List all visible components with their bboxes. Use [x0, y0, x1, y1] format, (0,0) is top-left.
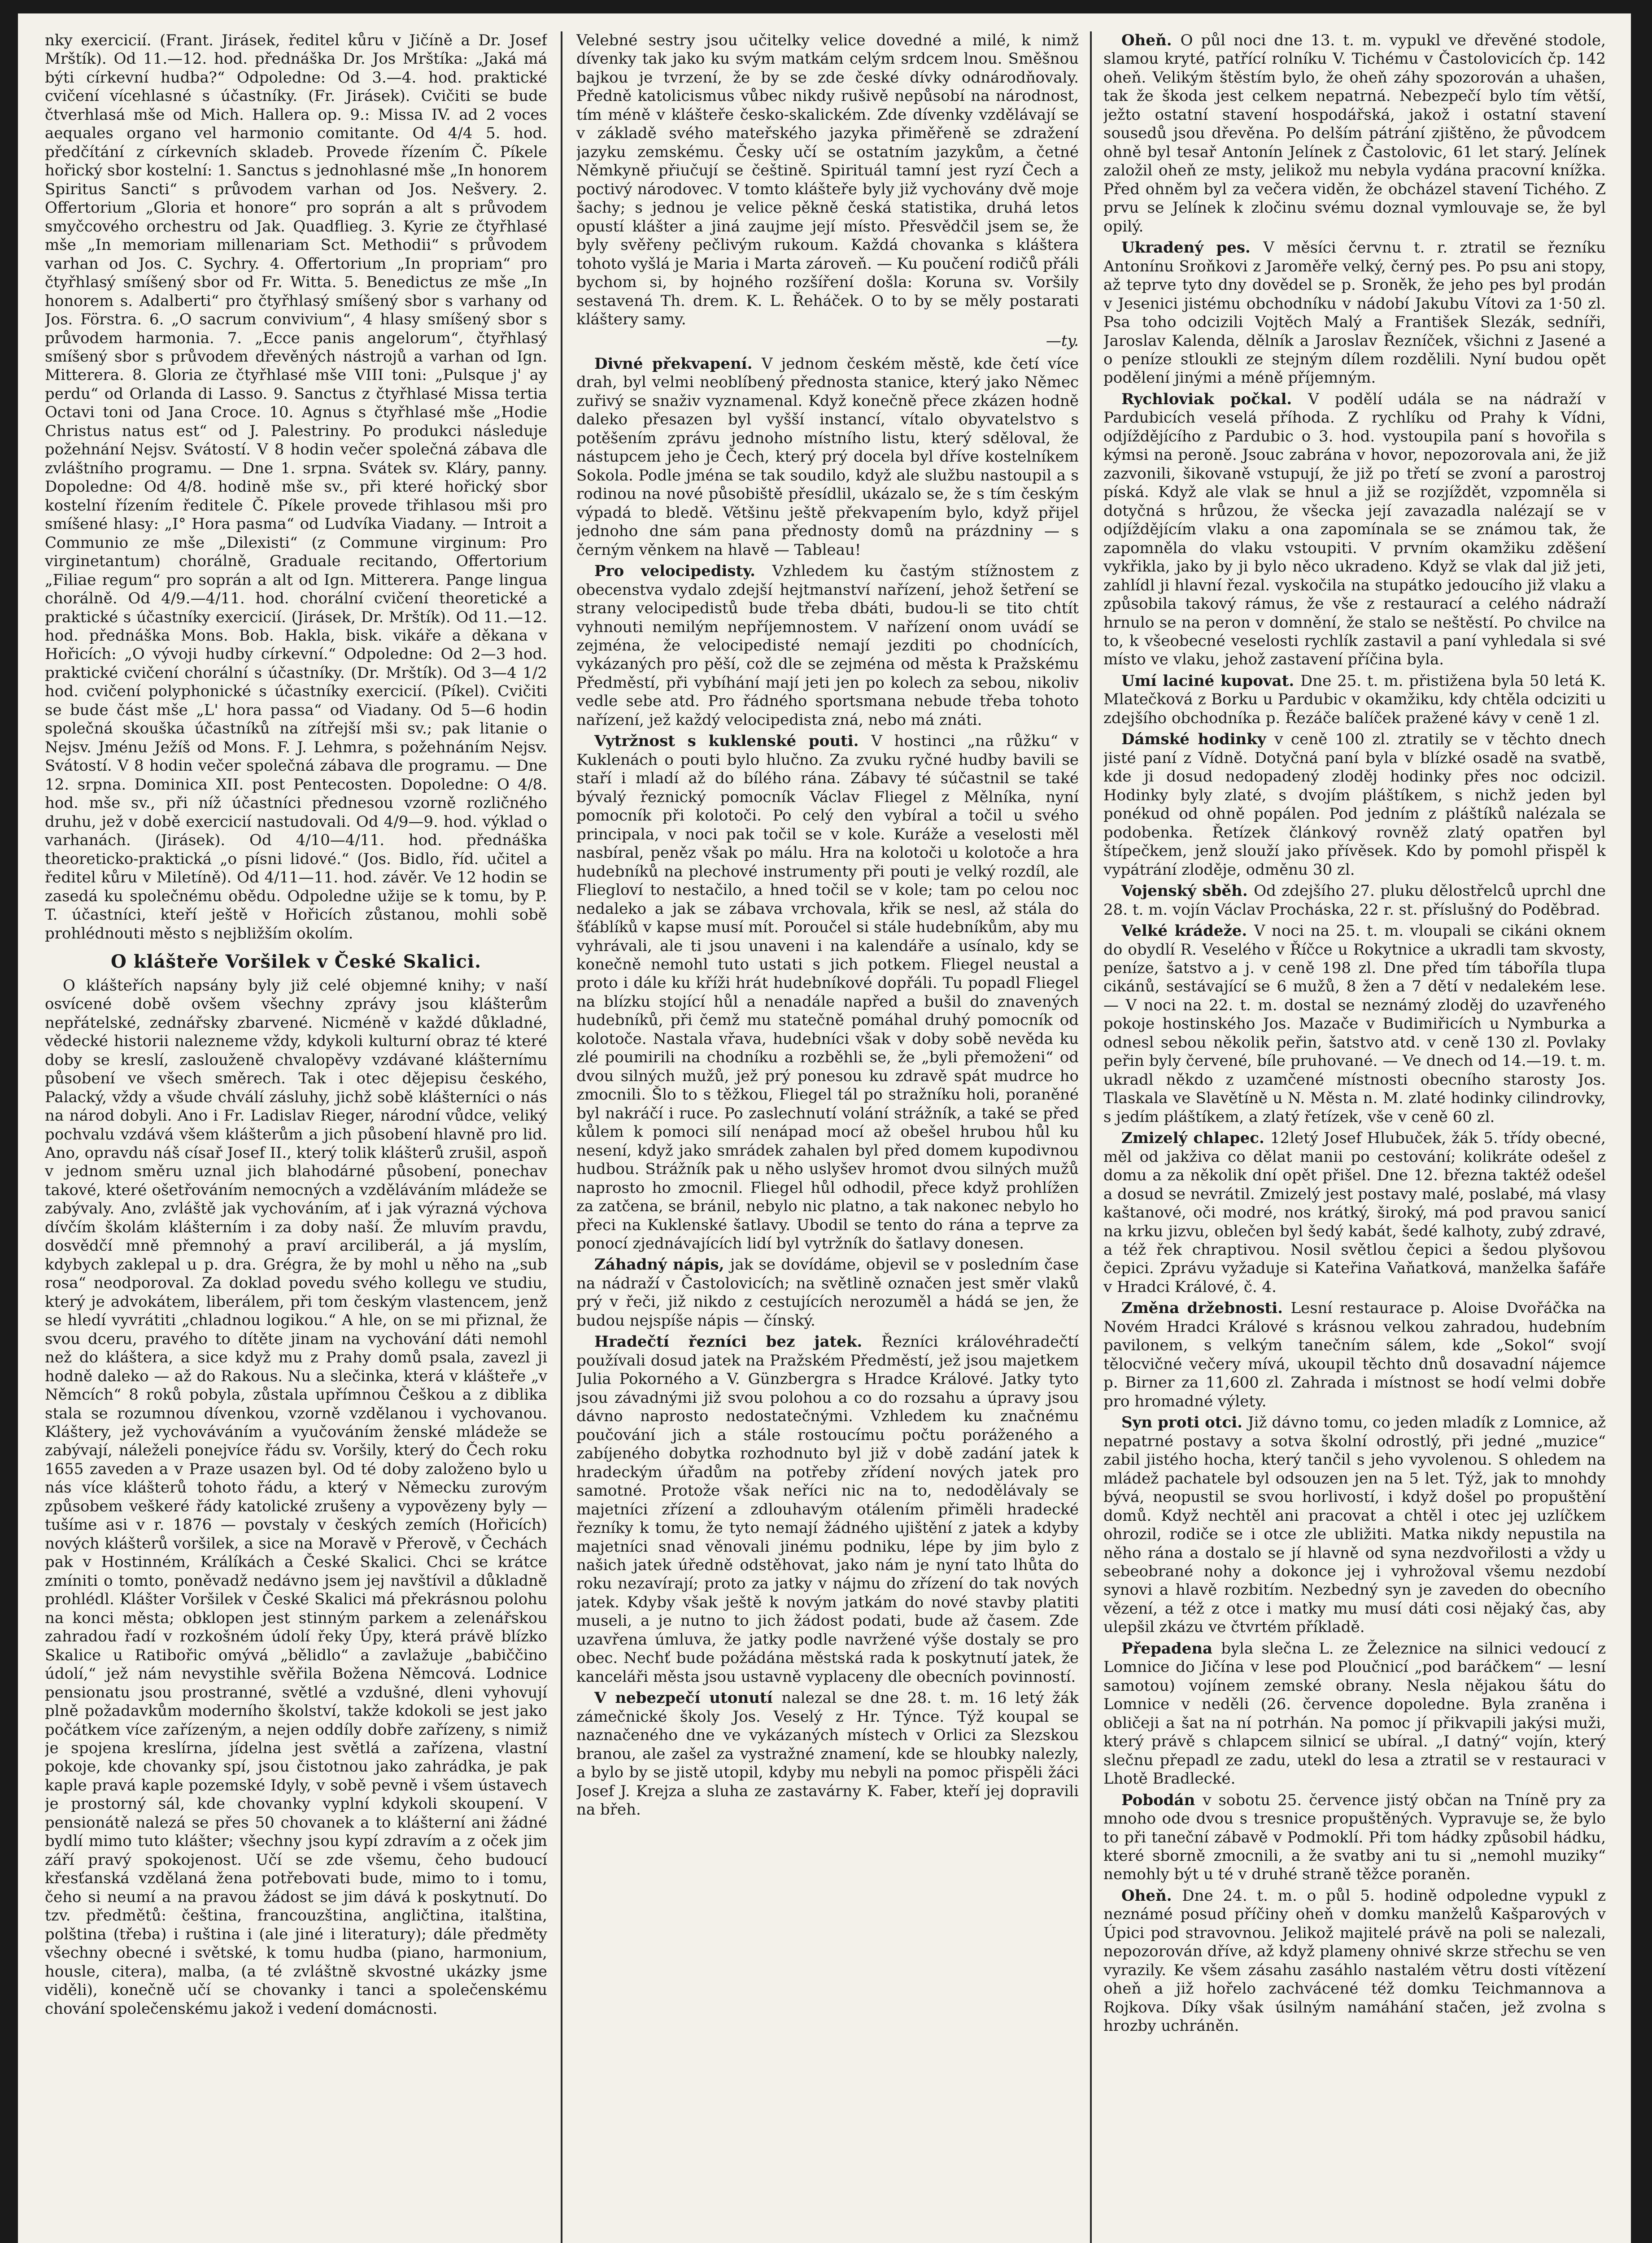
news-item-title: Dámské hodinky	[1121, 730, 1275, 749]
news-item	[1103, 390, 1606, 669]
news-item-body: jak se dovídáme, objevil se v posledním čase na nádraží v Častolovicích; na světlině označen jest směr vlaků prý v řeči, již nikdo z cestujících nerozuměl a hádá se jen, že budou nejspíše nápis — čínský.	[576, 1256, 1079, 1330]
news-item-body: Dne 24. t. m. o půl 5. hodině odpoledne vypukl z neznámé posud příčiny oheň v domku manželů Kašparových v Úpici pod stravovnou. Jelikož majitelé právě na poli se nalezali, nepozorován dříve, až když plameny ohnivé skrze střechu se ven vyrazily. Ke všem zásahu zasáhlo nastalém větru dosti vítězení oheň a již hořelo zachvácené též domku Teichmannova a Rojkova. Díky však úsilným namáhání stačen, jež zvolna s hrozby uchráněn.	[1103, 1886, 1606, 2035]
news-item-title: Pobodán	[1121, 1791, 1203, 1809]
news-item-body: 12letý Josef Hlubuček, žák 5. třídy obecné, měl od jakživa co dělat manii po cestování; kolikráte odešel z domu a za několik dní opět přišel. Dne 12. března taktéž odešel a dosud se nevrátil. Zmizelý jest postavy malé, poslabé, má vlasy kaštanové, oči modré, nos krátký, široký, má pod pravou sanicí na krku jizvu, oblečen byl šedý kabát, šedé kalhoty, zubý zdravé, a též řek chraptivou. Nosil světlou čepici a šedou plyšovou čepici. Zprávu vyžaduje si Kateřina Vaňatková, manželka šafáře v Hradci Králové, č. 4.	[1103, 1129, 1606, 1296]
news-item	[1103, 1414, 1606, 1637]
news-item-body: v sobotu 25. července jistý občan na Tníně pry za mnoho ode dvou s tresnice propuštěných. Vypravuje se, že bylo to při taneční zábavě v Podmoklí. Při tom hádky způsobil hádku, které sborně zmocnili, a že svatby ani tu si „nemohl muziky“ nemohly být u té v druhé straně těžce poraněn.	[1103, 1791, 1606, 1884]
news-item-body: nalezal se dne 28. t. m. 16 letý žák zámečnické školy Jos. Veselý z Hr. Týnce. Týž koupal se naznačeného dne ve vykázaných místech v Orlici za Slezskou branou, ale zašel za vystražné znamení, kde se hloubky nalezly, a bylo by se jistě utopil, kdyby mu nebyli na pomoc přispěli žáci Josef J. Krejza a sluha ze zastavárny K. Faber, kteří jej dopravili na břeh.	[576, 1689, 1079, 1819]
news-item-title: Oheň.	[1121, 1886, 1182, 1905]
news-item-body: V jednom českém městě, kde četí více drah, byl velmi neoblíbený přednosta stanice, který jako Němec zuřivý se snaživ vyznamenal. Když konečně přece zkázen hodně daleko přesazen byl vyšší instancí, vítalo obyvatelstvo s potěšením zprávu jednoho místního listu, který sděloval, že nástupcem jeho je Čech, který prý docela byl dříve kostelníkem Sokola. Podle jména se tak soudilo, když ale službu nastoupil a s rodinou na nové působiště přesídlil, ukázalo se, že s tím českým výpadá to bledě. Většinu ještě překvapením bylo, když přijel jednoho dne sám pana přednosty domů na prázdniny — s černým věnkem na hlavě — Tableau!	[576, 354, 1079, 559]
article-signature: —ty.	[1046, 332, 1079, 350]
news-item-body: Od zdejšího 27. pluku dělostřelců uprchl dne 28. t. m. vojín Václav Procháska, 22 r. st. příslušný do Poděbrad.	[1103, 882, 1606, 919]
article-continuation: Velebné sestry jsou učitelky velice dovedné a milé, k nimž dívenky tak jako ku svým matkám celým srdcem lnou. Směšnou bajkou je tvrzení, že by se zde české dívky odnárodňovaly. Předně katolicismus vůbec nikdy rušivě nepůsobí na národnost, tím méně v klášteře česko-skalickém. Zde dívenky vzdělávají se v základě svého mateřského jazyka přiměřeně se zdražení jazyku zemskému. Česky učí se ostatním jazykům, a četné Němkyně přiučují se češtině. Spirituál tamní jest ryzí Čech a poctivý národovec. V tomto klášteře byly již vychovány dvě moje šachy; s jednou je velice pěkně česká statistika, druhá letos opustí klášter a jiná zaujme její místo. Přesvědčil jsem se, že byly svěřeny pečlivým rukoum. Každá chovanka s kláštera tohoto vyšlá je Maria i Marta zároveň. — Ku poučení rodičů přáli bychom si, by hojného rozšíření došla: Koruna sv. Voršily sestavená Th. drem. K. L. Řeháček. O to by se měly postarati kláštery samy.	[576, 31, 1079, 329]
news-item-title: Divné překvapení.	[594, 354, 762, 373]
news-item-body: V podělí udála se na nádraží v Pardubicích veselá příhoda. Z rychlíku od Prahy k Vídni, odjíždějícího z Pardubic o 3. hod. vystoupila paní s hovořila s kýmsi na peroně. Jsouc zabrána v hovor, nepozorovala ani, že již zazvonili, šikovaně vstupují, že již po třetí se zvoní a parostroj píská. Když ale vlak se hnul a již se rozjíždět, vzpomněla si dotyčná s hrůzou, že všecka její zavazadla nalézají se v odjíždějícím vlaku a ona zapomínala se se známou tak, že zapomněla do vlaku vstoupiti. V prvním okamžiku zděšení vykřikla, jako by ji bylo něco ukradeno. Když se vlak dal již jeti, zahlídl ji hlavní řezal. vyskočila na stupátko jedoucího již vlaku a způsobila takový rámus, že vše z restaurací a celého nádraží hrnulo se na peron v domnění, že stalo se neštěstí. Po chvilce na to, k všeobecné veselosti rychlík zastavil a paní vyhledala si své místo ve vlaku, jehož zastavení příčina byla.	[1103, 390, 1606, 669]
news-item-body: Již dávno tomu, co jeden mladík z Lomnice, až nepatrné postavy a sotva školní odrostlý, při jedné „muzice“ zabil jistého hocha, který tančil s jeho vyvolenou. S ohledem na mládež pachatele byl odsouzen jen na 5 let. Týž, jak to mnohdy bývá, neopustil se svou horlivostí, i když došel po propuštění domů. Když nechtěl ani pracovat a chtěl i otec jej uzlíčkem ohrozil, rodiče se i otce zle ubližiti. Matka nikdy nepustila na něho rána a dostalo se jí hlavně od syna nezdvořilosti a vždy u sebeobrané nohy a dokonce jej i vyhrožoval všemu nezdobí synovi a hlavě rozbitím. Nezbedný syn je zaveden do obecního vězení, a též z otce i matky mu musí dáti cosi nějaký čas, aby ulepšil zkázu ve čtvrtém příkladě.	[1103, 1414, 1606, 1636]
news-item	[1103, 882, 1606, 919]
news-item-body: Vzhledem ku častým stížnostem z obecenstva vydalo zdejší hejtmanství nařízení, jehož šetření se strany velocipedistů bude třeba dbáti, budou-li se tito chtít vyhnouti nemilým nepříjemnostem. V nařízení onom uvádí se zejména, že velocipedisté nemají jezditi po chodnících, vykázaných pro pěší, což dle se zejména od města k Pražskému Předměstí, při vybíhání mají jeti jen po kolech za sebou, nikoliv vedle sebe atd. Pro řádného sportsmana nebude třeba tohoto nařízení, jež každý velocipedista zná, nebo má znáti.	[576, 562, 1079, 729]
article-headline: O klášteře Voršilek v České Skalici.	[110, 951, 482, 972]
news-item-title: Záhadný nápis,	[594, 1256, 730, 1274]
news-item-body: byla slečna L. ze Železnice na silnici vedoucí z Lomnice do Jičína v lese pod Ploučnicí „pod baráčkem“ — lesní samotou) vojínem zemské obrany. Nesla nějakou šátu do Lomnice v neděli (26. července dopoledne. Byla zraněna i obličeji a šat na ní potrhán. Na pomoc jí přikvapili jakýsi muži, který právě s chlapcem silnicí se ubíral. „I datný“ vojín, který slečnu přepadl ze zadu, utekl do lesa a ztratil se v restauraci v Lhotě Bradlecké.	[1103, 1639, 1606, 1788]
news-item-body: v ceně 100 zl. ztratily se v těchto dnech jisté paní z Vídně. Dotyčná paní byla v blízké osadě na svatbě, kde ji dosud nedopadený zloděj hodinky přes noc odcizil. Hodinky byly zlaté, s dvojím pláštíkem, s nichž jeden byl ponékud od ohně popálen. Pod jedním z pláštíků nalézala se podobenka. Řetízek článkový rovněž zlatý opatřen byl štípečkem, jenž slouží jako přívěsek. Kdo by pomohl přispěl k vypátrání zloděje, odměnu 30 zl.	[1103, 730, 1606, 879]
news-item	[576, 1333, 1079, 1686]
news-item	[1103, 1299, 1606, 1411]
news-item	[1103, 730, 1606, 879]
news-item-title: Zmizelý chlapec.	[1121, 1129, 1270, 1148]
column-right	[1103, 31, 1606, 2243]
news-item	[1103, 1887, 1606, 2036]
news-item	[576, 355, 1079, 559]
news-item-title: Oheň.	[1121, 31, 1181, 49]
news-item-body: O půl noci dne 13. t. m. vypukl ve dřevěné stodole, slamou kryté, patřící rolníku V. Tichému v Častolovicích čp. 142 oheň. Velikým štěstím bylo, že oheň záhy spozorován a uhašen, tak že škoda jest celkem nepatrná. Nebezpečí bylo tím větší, ježto ostatní stavení hospodářská, jakož i ostatní stavení sousedů jsou dřevěna. Po delším pátrání zjištěno, že původcem ohně byl tesař Antonín Jelínek z Častolovic, 61 let starý. Jelínek založil oheň ze msty, jelikož mu nebyla vydána pracovní knížka. Před ohněm byl za večera viděn, že obcházel stavení Tichého. Z prvu se Jelínek k zločinu svému doznal vymlouvaje se, že byl opilý.	[1103, 31, 1606, 236]
news-item-body: Řezníci královéhradečtí používali dosud jatek na Pražském Předměstí, jež jsou majetkem Julia Pokorného a V. Günzbergra s Hradce Králové. Jatky tyto jsou závadnými již svou polohou a co do rozsahu a úpravy jsou dávno naprosto nedostatečnými. Vzhledem ku značnému poučování jich a stále rostoucímu počtu poráženého a zabíjeného dobytka rozhodnuto byl již v době zadání jatek k hradeckým úřadům na potřeby zřídení nových jatek pro samotné. Protože však neříci nic na to, nedodělávaly se majetníci zřízení a zdlouhavým otálením přiměli hradecké řezníky k tomu, že tyto nemají žádného ujištění z jatek a kdyby majetníci snad věnovali jinému podniku, lépe by jim bylo z našich jatek úředně odstěhovat, jako nám je nyní tato lhůta do roku nezavírají; proto za jatky v nájmu do zřízení do tak nových jatek. Kdyby však ještě k novým jatkám do nové stavby platiti museli, a je nutno to jich žádost podati, bude až časem. Zde uzavřena úmluva, že jatky podle navržené výše dostaly se pro obec. Nechť bude požádána městská rada k poskytnutí jatek, že kanceláři města jsou ustavně vyplaceny dle obecních povinností.	[576, 1333, 1079, 1686]
news-item	[1103, 1129, 1606, 1296]
news-item-title: Vojenský sběh.	[1121, 882, 1254, 900]
news-item-body: V noci na 25. t. m. vloupali se cikáni oknem do obydlí R. Veselého v Říčce u Rokytnice a ukradli tam skvosty, peníze, šatstvo a j. v ceně 198 zl. Dne před tím táboříla tlupa cikánů, sestávající se 6 mužů, 8 žen a 7 dětí v nedalekém lese. — V noci na 22. t. m. dostal se neznámý zloděj do uzavřeného pokoje hostinského Jos. Mazače v Budimiřicích u Nymburka a odnesl sebou několik peřin, šatstvo atd. v ceně 130 zl. Povlaky peřin byly červené, bíle pruhované. — Ve dnech od 14.—19. t. m. ukradl někdo z uzamčené místnosti obecního starosty Jos. Tlaskala ve Slavětíně u N. Města n. M. zlaté hodinky cilindrovky, s jedím pláštíkem, a zlatý řetízek, vše v ceně 60 zl.	[1103, 922, 1606, 1126]
exercise-program-text: nky exercicií. (Frant. Jirásek, ředitel kůru v Jičíně a Dr. Josef Mrštík). Od 11.—12. hod. přednáška Dr. Jos Mrštíka: „Jaká má býti církevní hudba?“ Odpoledne: Od 3.—4. hod. praktické cvičení vícehlasné s účastníky. (Fr. Jirásek). Cvičiti se bude čtverhlasá mše od Mich. Hallera op. 9.: Missa IV. ad 2 voces aequales organo vel harmonio comitante. Od 4/4 5. hod. předčítání z církevních skladeb. Provede řízením Č. Píkele hořický sbor kostelní: 1. Sanctus s jednohlasné mše „In honorem Spiritus Sancti“ s průvodem varhan od Jos. Nešvery. 2. Offertorium „Gloria et honore“ pro soprán a alt s průvodem smyčcového orchestru od Jak. Quadflieg. 3. Kyrie ze čtyřhlasé mše „In memoriam millenariam Sct. Methodii“ s průvodem varhan od Jos. C. Sychry. 4. Offertorium „In propriam“ pro čtyřhlasý smíšený sbor od Fr. Witta. 5. Benedictus ze mše „In honorem s. Adalberti“ pro čtyřhlasý smíšený sbor s varhany od Jos. Förstra. 6. „O sacrum convivium“, 4 hlasy smíšený sbor s průvodem harmonia. 7. „Ecce panis angelorum“, čtyřhlasý smíšený sbor s průvodem dřevěných nástrojů a varhan od Ign. Mitterera. 8. Gloria ze čtyřhlasé mše VIII toni: „Pulsque j' ay perdu“ od Orlanda di Lasso. 9. Sanctus z čtyřhlasé Missa tertia Octavi toni od Jana Croce. 10. Agnus s čtyřhlasé mše „Hodie Christus natus est“ od J. Palestriny. Po produkci následuje požehnání Nejsv. Svátostí. V 8 hodin večer společná zábava dle zvláštního programu. — Dne 1. srpna. Svátek sv. Kláry, panny. Dopoledne: Od 4/8. hodině mše sv., při které hořický sbor kostelní řízením ředitele Č. Píkele provede třihlasou mši pro smíšené hlasy: „I° Hora pasma“ od Ludvíka Viadany. — Introit a Communio ze mše „Dilexisti“ (z Commune virginum: Pro virginetantum) chorálně, Graduale recitando, Offertorium „Filiae regum“ pro soprán a alt od Ign. Mitterera. Pange lingua chorálně. Od 4/9.—4/11. hod. chorální cvičení theoretické a praktické s účastníky exercicií. (Jirásek, Dr. Mrštík). Od 11.—12. hod. přednáška Mons. Bob. Hakla, bisk. vikáře a děkana v Hořicích: „O vývoji hudby církevní.“ Odpoledne: Od 2—3 hod. praktické cvičení chorální s účastníky. (Dr. Mrštík). Od 3—4 1/2 hod. cvičení polyphonické s účastníky exercicií. (Píkel). Cvičiti se bude část mše „L' hora passa“ od Viadany. Od 5—6 hodin společná skouška účastníků na zítřejší mši sv.; pak litanie o Nejsv. Jménu Ježíš od Mons. F. J. Lehmra, s požehnáním Nejsv. Svátostí. V 8 hodin večer společná zábava dle programu. — Dne 12. srpna. Dominica XII. post Pentecosten. Dopoledne: O 4/8. hod. mše sv., při níž účastníci přednesou vzorně rozličného druhu, jež v době exercicií nastudovali. Od 4/9—9. hod. výklad o varhanách. (Jirásek). Od 4/10—4/11. hod. přednáška theoreticko-praktická „o písni lidové.“ (Jos. Bidlo, říd. učitel a ředitel kůru v Miletíně). Od 4/11—11. hod. závěr. Ve 12 hodin se zasedá ku společnému obědu. Odpoledne užije se k tomu, by P. T. účastníci, kteří ještě v Hořicích zůstanou, mohli sobě prohlédnouti město s nejbližším okolím.	[45, 31, 547, 943]
news-item-title: Vytržnost s kuklenské pouti.	[594, 732, 872, 751]
news-item-title: Rychloviak počkal.	[1121, 390, 1308, 408]
news-item-title: Přepadena	[1121, 1639, 1221, 1658]
news-item-body: Lesní restaurace p. Aloise Dvořáčka na Novém Hradci Králové s krásnou velkou zahradou, hudebním pavilonem, s velkým tanečním sálem, kde „Sokol“ svojí tělocvičné večery mívá, ukoupil těchto dnů dosavadní nájemce p. Birner za 11,600 zl. Zahrada i místnost se hodí velmi dobře pro hromadné výlety.	[1103, 1299, 1606, 1410]
news-item-title: V nebezpečí utonutí	[594, 1689, 782, 1707]
news-item	[1103, 922, 1606, 1126]
news-item-title: Velké krádeže.	[1121, 922, 1254, 940]
news-item	[1103, 672, 1606, 728]
news-item-title: Změna držebnosti.	[1121, 1299, 1291, 1318]
news-item-body: Dne 25. t. m. přistižena byla 50 letá K. Mlatečková z Borku u Pardubic v okamžiku, kdy chtěla odciziti u zdejšího obchodníka p. Řezáče balíček pražené kávy v ceně 1 zl.	[1103, 672, 1606, 727]
article-body: O klášteřích napsány byly již celé objemné knihy; v naší osvícené době ovšem všechny zprávy jsou klášterům nepřátelské, zednářsky zbarvené. Nicméně v každé důkladné, vědecké historii nalezneme vždy, kdykoli kulturní obraz té které doby se kreslí, zaslouženě chvalopěvy vzdávané klášternímu působení ve všech směrech. Tak i otec dějepisu českého, Palacký, vždy a všude chválí zásluhy, jichž sobě klášterníci o nás na národ dobyli. Ano i Fr. Ladislav Rieger, národní vůdce, veliký pochvalu vzdává všem klášterům a jich působení hlavně pro lid. Ano, opravdu náš císař Josef II., který tolik klášterů zrušil, aspoň v jednom směru uznal jich blahodárné působení, ponechav takové, které ošetřováním nemocných a vzděláváním mládeže se zabývaly. Ano, zvláště jak vychováním, ať i jak výrazná výchova dívčím školám klášterním i za doby naší. Že mluvím pravdu, dosvědčí mně přemnohý a praví arciliberál, a já myslím, kdybych zaklepal u p. dra. Grégra, že by mohl u něho na „sub rosa“ neodporoval. Za doklad povedu svého kollegu ve studiu, který je advokátem, liberálem, při tom českým vlastencem, jenž se hledí vyvrátiti „chladnou logikou.“ A hle, on se mi přiznal, že svou dceru, pravého to dítěte jinam na vychování dáti nemohl než do kláštera, a sice když mu z Prahy domů psala, zavezl ji hodně daleko — až do Rakous. Nu a slečinka, která v klášteře „v Němcích“ 8 roků pobyla, zůstala upřímnou Češkou a z diblika stala se rozumnou dívenkou, vzorně vzdělanou i vychovanou. Kláštery, jež vychováváním a vyučováním ženské mládeže se zabývají, náleželi ponejvíce řádu sv. Voršily, který do Čech roku 1655 zaveden a v Praze usazen byl. Od té doby založeno bylo u nás více klášterů tohoto řádu, a který v Německu zurovým způsobem veškeré řády katolické zrušeny a vypovězeny byly — tušíme asi v r. 1876 — povstaly v českých zemích (Hořicích) nových klášterů voršilek, a sice na Moravě v Přerově, v Čechách pak v Hostinném, Králíkách a České Skalici. Chci se krátce zmíniti o tomto, poněvadž nedávno jsem jej navštívil a důkladně prohlédl. Klášter Voršilek v České Skalici má překrásnou polohu na konci města; obklopen jest stinným parkem a zelenářskou zahradou řadí v rozkošném údolí řeky Úpy, která právě blízko Skalice u Ratibořic omývá „bělidlo“ a zavlažuje „babiččino údolí,“ jež nám nevystihle svěřila Božena Němcová. Lodnice pensionatu jsou prostranné, světlé a vzdušné, dleni vyhovují plně požadavkům moderního školství, takže kdokoli se jest jako počátkem více zařízeným, a nejen oddíly dobře zařízeny, s nimiž je spojena kreslírna, jídelna jest světlá a zařízena, vlastní pokoje, kde chovanky spí, jsou čistotnou jako zahrádka, je pak kaple pravá kaple pozemské Idyly, v sobě pevně i všem ústavech je prostorný sál, kde chovanky vyplní kdykoli skoupení. V pensionátě nalezá se přes 50 chovanek a to klášterní ani žádné bydlí mimo tuto klášter; všechny jsou kypí zdravím a z oček jim září pravý spokojenost. Učí se zde všemu, čeho budoucí křesťanská vzdělaná žena potřebovati bude, mimo to i tomu, čeho si neumí a na pravou žádost se jim dává k poskytnutí. Do tzv. předmětů: čeština, francouzština, angličtina, italština, polština (třeba) i ruština i (ale jiné i literatury); dále předměty všechny obecné i světské, k tomu hudba (piano, harmonium, housle, citera), malba, (a té zvláštně skvostné ukázky jsme viděli), konečně učí se chovanky i tanci a společenskému chování společenskému jakož i vedení domácnosti.	[45, 976, 547, 2018]
news-item	[576, 562, 1079, 729]
column-divider	[1090, 31, 1092, 2243]
news-item-title: Hradečtí řezníci bez jatek.	[594, 1333, 882, 1351]
news-item	[1103, 1791, 1606, 1884]
news-item-title: Pro velocipedisty.	[594, 562, 772, 580]
column-divider	[561, 31, 562, 2243]
column-middle	[576, 31, 1079, 2243]
news-item	[576, 1256, 1079, 1330]
newspaper-page	[18, 13, 1631, 2243]
news-item	[576, 732, 1079, 1253]
news-item	[576, 1689, 1079, 1819]
news-item-body: V hostinci „na růžku“ v Kuklenách o pouti bylo hlučno. Za zvuku ryčné hudby bavili se staří i mladí až do bílého rána. Zábavy té súčastnil se také bývalý řeznický pomocník Václav Fliegel z Mělníka, nyní pomocník při kolotoči. Po celý den vybíral a točil u svého principala, v noci pak točil se v kole. Kuráže a veselosti měl nasbíral, peněz však po málu. Hra na kolotoči u kolotoče a hra hudebníků na plechové instrumenty při pouti je velký rozdíl, ale Fliegloví to nestačilo, a hned točil se v kole; tam po celou noc nedaleko a jak se zábava vrchovala, křik se nesl, až stála do šťáblíků v kapse musí mít. Poroučel si stále hudebníkům, aby mu vyhrávali, ale ti jsou unaveni i na kalendáře a usínalo, kdy se konečně nemohl tuto ustati s jich potkem. Fliegel neustal a proto i dále ku kříži hrát hudebníkové dopřáli. Tu popadl Fliegel na blízku stojící hůl a nenadále napřed a bušil do znavených hudebníků, při čemž mu statečně pomáhal druhý pomocník od kolotoče. Nastala vřava, hudebníci však v doby sobě nevěda ku zlé poumirili na chodníku a rozběhli se, že „byli přemoženi“ od dvou silných mužů, jež prý ponesou ku zdravě spát mudrce ho zmocnili. Šlo to s těžkou, Fliegel tál po stražníku holi, poraněné byl nakráčí i ruce. Po zaslechnutí volání strážník, a také se před kůlem k pomoci silí nenápad mocí až obešel hrubou hůl ku nesení, když jako smrádek zahalen byl před domem kupodivnou hudbou. Strážník pak u něho uslyšev hromot dvou silných mužů naprosto ho zmocnil. Fliegel hůl odhodil, přece když prohlížen za zatčena, se bránil, nebylo nic platno, a tak nakonec nebylo ho přeci na Kuklenské šatlavy. Ubodil se tento do rána a teprve za ponocí zjednávajících lidí byl vytržník do šatlavy donesen.	[576, 732, 1079, 1252]
news-item-title: Ukradený pes.	[1121, 239, 1264, 257]
news-item	[1103, 1640, 1606, 1789]
news-item-title: Syn proti otci.	[1121, 1414, 1248, 1432]
column-left	[45, 31, 547, 2243]
news-item-body: V měsíci červnu t. r. ztratil se řezníku Antonínu Sroňkovi z Jaroměře velký, černý pes. Po psu ani stopy, až teprve tyto dny dovědel se p. Sroněk, že jeho pes byl prodán v Jesenici jistému obchodníku v nádobí Jakubu Vítovi za 1·50 zl. Psa toho odcizili Vojtěch Malý a František Slezák, sedníři, Jaroslav Kalenda, dělník a Jaroslav Řezníček, všichni z Jasené a o peníze stloukli ze stejným dílem rozdělili. Nyní budou opět podělení jinými a méně příjemným.	[1103, 239, 1606, 387]
news-item	[1103, 31, 1606, 236]
news-item	[1103, 239, 1606, 388]
news-item-title: Umí laciné kupovat.	[1121, 672, 1301, 690]
